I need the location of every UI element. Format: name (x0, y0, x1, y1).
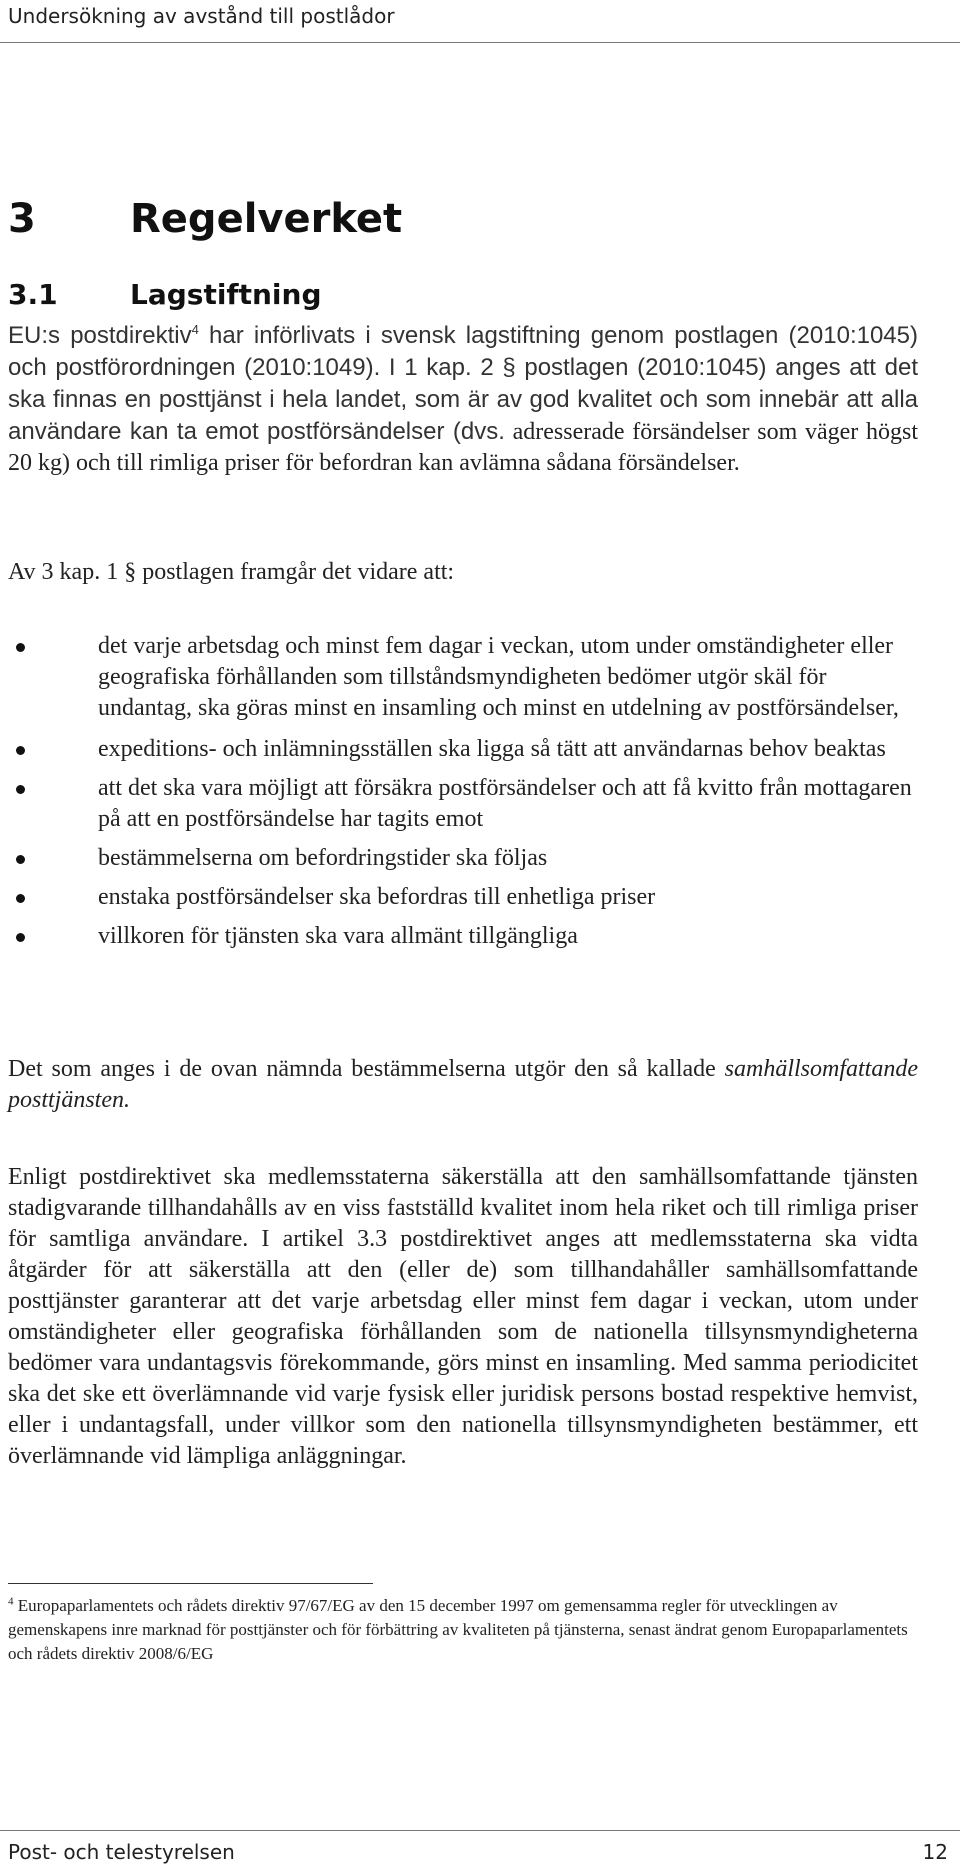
paragraph-intro-b: har införlivats i svensk lagstiftning genom postlagen (2010:1045) och postförordningen (2010:1049). I 1 kap. 2 § postlagen (2010:1045) anges att det ska finnas en posttjänst i hela landet, som är av god kvalitet och som innebär att alla användare kan ta emot postförsändelser (dvs. (8, 322, 918, 445)
running-header: Undersökning av avstånd till postlådor (8, 4, 395, 28)
footnote-number: 4 (8, 1595, 14, 1608)
paragraph-intro-a: EU:s postdirektiv (8, 322, 192, 349)
page-number: 12 (922, 1840, 948, 1864)
paragraph-kap3: Av 3 kap. 1 § postlagen framgår det vidare att: (8, 559, 455, 585)
chapter-heading (8, 196, 402, 242)
bullet-icon (16, 933, 25, 942)
list-item: bestämmelserna om befordringstider ska följas (8, 843, 923, 874)
section-heading (8, 278, 322, 311)
section-title: Lagstiftning (130, 278, 322, 311)
bullet-icon (16, 894, 25, 903)
paragraph-definition: Det som anges i de ovan nämnda bestämmelserna utgör den så kallade samhällsomfattande posttjänsten. (8, 1056, 918, 1113)
bullet-icon (16, 855, 25, 864)
footnote-text: Europaparlamentets och rådets direktiv 97/67/EG av den 15 december 1997 om gemensamma regler för utvecklingen av gemenskapens inre marknad för posttjänster och för förbättring av kvaliteten på tjänsterna, senast ändrat genom Europaparlamentets och rådets direktiv 2008/6/EG (8, 1596, 908, 1663)
footer-rule (0, 1830, 960, 1831)
footnote-separator (8, 1583, 373, 1584)
paragraph-postdirective: Enligt postdirektivet ska medlemsstaterna säkerställa att den samhällsomfattande tjänsten stadigvarande tillhandahålls av en viss fastställd kvalitet inom hela riket och till rimliga priser för samtliga användare. I artikel 3.3 postdirektivet anges att medlemsstaterna ska vidta åtgärder för att säkerställa att den (eller de) som tillhandahåller samhällsomfattande posttjänster garanterar att det varje arbetsdag eller minst fem dagar i veckan, utom under omständigheter eller geografiska förhållanden som de nationella tillsynsmyndigheterna bedömer vara undantagsvis förekommande, görs minst en insamling. Med samma periodicitet ska det ske ett överlämnande vid varje fysisk eller juridisk persons bostad respektive hemvist, eller i undantagsfall, under villkor som den nationella tillsynsmyndigheten bestämmer, ett överlämnande vid lämpliga anläggningar. (8, 1164, 918, 1469)
footnote-ref-4[interactable]: 4 (191, 322, 199, 337)
footer-organization: Post- och telestyrelsen (8, 1840, 235, 1864)
list-item: expeditions- och inlämningsställen ska ligga så tätt att användarnas behov beaktas (8, 734, 923, 765)
defined-term: samhällsomfattande posttjänsten. (8, 1056, 918, 1113)
bullet-icon (16, 643, 25, 652)
list-item: det varje arbetsdag och minst fem dagar i veckan, utom under omständigheter eller geografiska förhållanden som tillståndsmyndigheten bedömer utgör skäl för undantag, ska göras minst en insamling och minst en utdelning av postförsändelser, (8, 631, 923, 724)
paragraph-intro-c: adresserade försändelser som väger högst 20 kg) och till rimliga priser för befordran kan avlämna sådana försändelser. (8, 419, 918, 476)
list-item: enstaka postförsändelser ska befordras till enhetliga priser (8, 882, 923, 913)
chapter-title: Regelverket (130, 196, 403, 242)
footnote (8, 1594, 918, 1666)
bullet-icon (16, 746, 25, 755)
list-item: villkoren för tjänsten ska vara allmänt tillgängliga (8, 921, 923, 952)
list-item: att det ska vara möjligt att försäkra postförsändelser och att få kvitto från mottagaren på att en postförsändelse har tagits emot (8, 773, 923, 835)
requirements-list (8, 631, 923, 952)
header-rule (0, 42, 960, 43)
section-number: 3.1 (8, 278, 58, 311)
paragraph-intro (8, 320, 918, 479)
bullet-icon (16, 785, 25, 794)
chapter-number: 3 (8, 196, 36, 242)
